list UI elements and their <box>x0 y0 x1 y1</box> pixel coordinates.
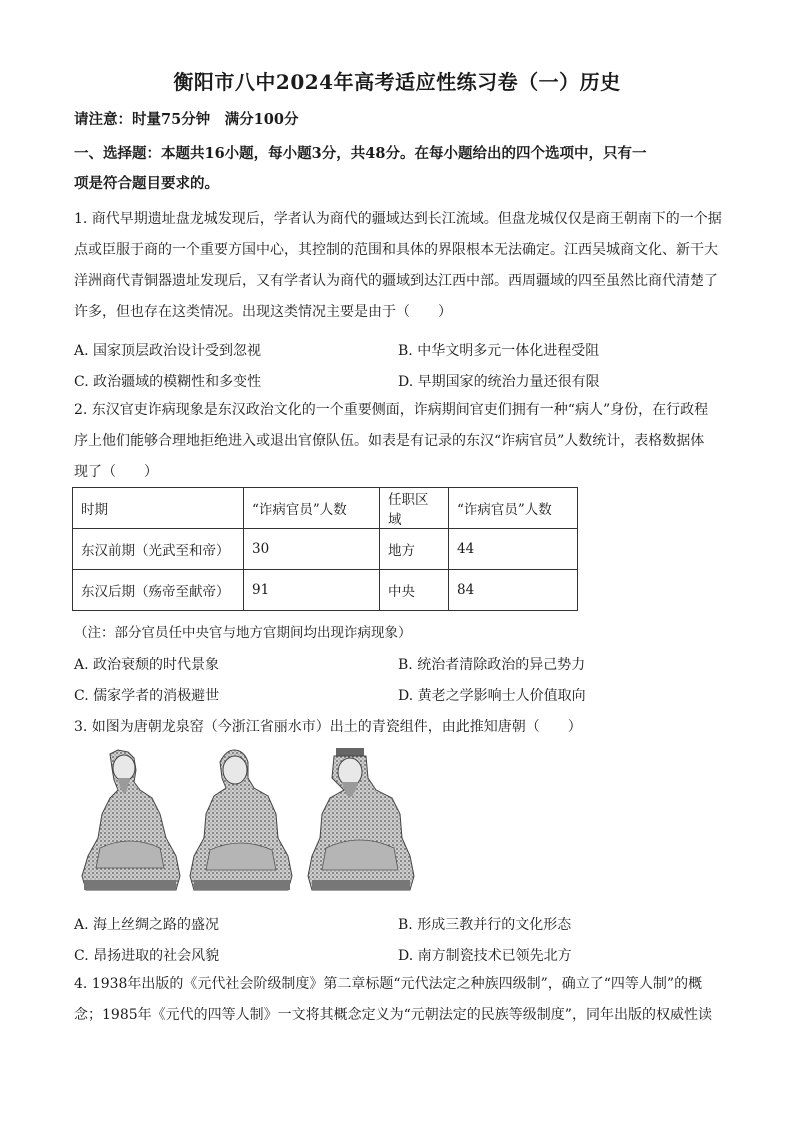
q1-option-a[interactable]: A. 国家顶层政治设计受到忽视 <box>74 343 262 359</box>
table-header-cell: “诈病官员”人数 <box>244 488 380 529</box>
q2-option-a[interactable]: A. 政治衰颓的时代景象 <box>74 657 220 673</box>
table-cell: 地方 <box>380 529 449 570</box>
table-header-cell: 任职区域 <box>380 488 449 529</box>
q4-line: 4. 1938年出版的《元代社会阶级制度》第二章标题“元代法定之种族四级制”，确立了“四等人制”的概 <box>74 976 703 992</box>
q1-option-d[interactable]: D. 早期国家的统治力量还很有限 <box>398 374 600 390</box>
q2-line: 序上他们能够合理地拒绝进入或退出官僚队伍。如表是有记录的东汉“诈病官员”人数统计，表格数据体 <box>74 433 705 449</box>
q1-option-b[interactable]: B. 中华文明多元一体化进程受阻 <box>398 343 600 359</box>
q2-data-table <box>72 487 578 611</box>
q1-line: 许多，但也存在这类情况。出现这类情况主要是由于（ ） <box>74 304 452 320</box>
table-row <box>73 529 578 570</box>
table-cell: 44 <box>449 529 578 570</box>
q3-option-a[interactable]: A. 海上丝绸之路的盛况 <box>74 917 220 933</box>
q3-option-c[interactable]: C. 昂扬进取的社会风貌 <box>74 948 220 964</box>
q1-line: 1. 商代早期遗址盘龙城发现后，学者认为商代的疆域达到长江流域。但盘龙城仅仅是商王朝南下的一个据 <box>74 211 722 227</box>
section-heading-line2: 项是符合题目要求的。 <box>74 175 219 192</box>
table-cell: 东汉前期（光武至和帝） <box>73 529 244 570</box>
q3-option-d[interactable]: D. 南方制瓷技术已领先北方 <box>398 948 572 964</box>
table-row <box>73 570 578 611</box>
question-2-stem <box>74 395 722 488</box>
q2-option-b[interactable]: B. 统治者清除政治的异己势力 <box>398 657 586 673</box>
exam-notice: 请注意：时量75分钟 满分100分 <box>74 111 299 128</box>
buddha-statue-icon <box>190 750 292 890</box>
question-1-stem <box>74 204 722 328</box>
q4-line: 念；1985年《元代的四等人制》一文将其概念定义为“元朝法定的民族等级制度”，同年出版的权威性读 <box>74 1007 712 1023</box>
q2-option-c[interactable]: C. 儒家学者的消极避世 <box>74 688 220 704</box>
taoist-statue-icon <box>82 750 180 890</box>
q2-table-note: （注：部分官员任中央官与地方官期间均出现诈病现象） <box>74 625 412 641</box>
q2-line: 现了（ ） <box>74 464 158 480</box>
table-cell: 91 <box>244 570 380 611</box>
question-3-stem: 3. 如图为唐朝龙泉窑（今浙江省丽水市）出土的青瓷组件，由此推知唐朝（ ） <box>74 719 582 735</box>
table-header-row <box>73 488 578 529</box>
table-cell: 中央 <box>380 570 449 611</box>
table-header-cell: 时期 <box>73 488 244 529</box>
table-header-cell: “诈病官员”人数 <box>449 488 578 529</box>
question-4-stem <box>74 969 722 1031</box>
page-title: 衡阳市八中2024年高考适应性练习卷（一）历史 <box>173 70 621 94</box>
confucian-statue-icon <box>308 748 414 890</box>
table-cell: 东汉后期（殇帝至献帝） <box>73 570 244 611</box>
q1-line: 点或臣服于商的一个重要方国中心，其控制的范围和具体的界限根本无法确定。江西吴城商文化、新干大 <box>74 242 718 258</box>
q3-celadon-figures <box>80 748 420 898</box>
q2-line: 2. 东汉官吏诈病现象是东汉政治文化的一个重要侧面，诈病期间官吏们拥有一种“病人”身份，在行政程 <box>74 402 709 418</box>
q3-option-b[interactable]: B. 形成三教并行的文化形态 <box>398 917 572 933</box>
table-cell: 84 <box>449 570 578 611</box>
q2-option-d[interactable]: D. 黄老之学影响士人价值取向 <box>398 688 586 704</box>
table-cell: 30 <box>244 529 380 570</box>
q1-option-c[interactable]: C. 政治疆域的模糊性和多变性 <box>74 374 262 390</box>
q1-line: 洋洲商代青铜器遗址发现后，又有学者认为商代的疆域到达江西中部。西周疆域的四至虽然比商代清楚了 <box>74 273 718 289</box>
section-heading-line1: 一、选择题：本题共16小题，每小题3分，共48分。在每小题给出的四个选项中，只有一 <box>74 145 647 162</box>
